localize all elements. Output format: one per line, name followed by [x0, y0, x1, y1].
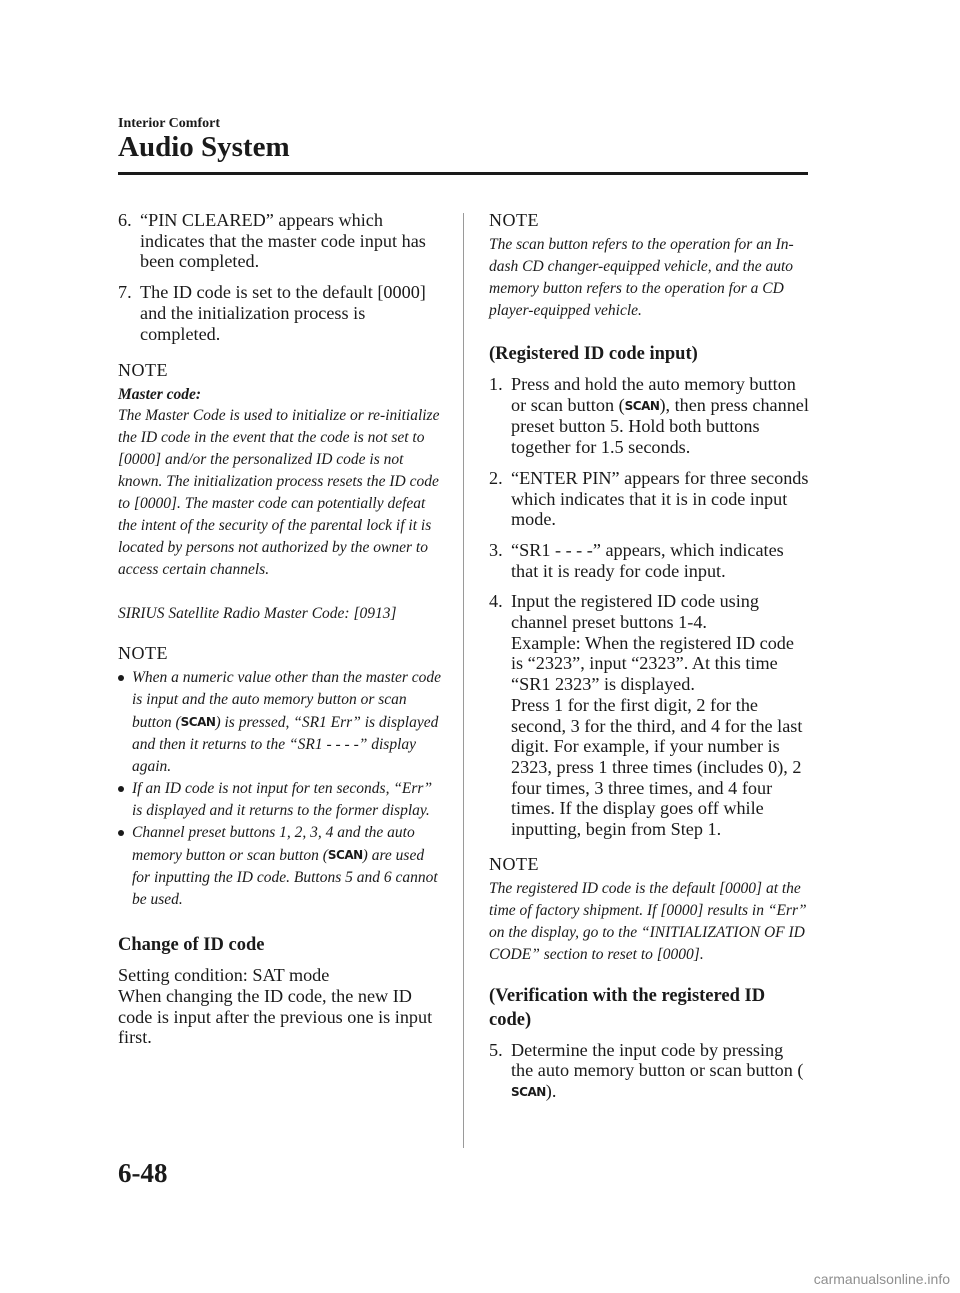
step-text-part: Press and hold the auto memory button or scan button (: [511, 374, 796, 415]
note-subheading: Master code:: [118, 386, 202, 404]
bullet-text: If an ID code is not input for ten seconds, “Err” is displayed and it returns to the former display.: [132, 780, 433, 820]
step-1: [489, 374, 809, 458]
left-column: [118, 210, 443, 1048]
setting-condition: Setting condition: SAT mode: [118, 965, 330, 986]
bullet-icon: [118, 786, 124, 792]
step-text: The ID code is set to the default [0000] and the initialization process is completed.: [140, 282, 426, 344]
step-text-part: ), then press channel preset button 5. Hold both buttons together for 1.5 seconds.: [511, 394, 809, 458]
column-divider: [463, 213, 464, 1148]
step-text: “PIN CLEARED” appears which indicates that the master code input has been completed.: [140, 210, 426, 272]
step-example: Example: When the registered ID code is “2323”, input “2323”. At this time “SR1 2323” is displayed.: [511, 632, 794, 695]
step-detail: Press 1 for the first digit, 2 for the second, 3 for the third, and 4 for the last digit. For example, if your number is 2323, press 1 three times (includes 0), 2 four times, 3 three times, and 4 four times. If the display goes off while inputting, begin from Step 1.: [511, 694, 803, 840]
step-3: [489, 540, 809, 581]
watermark: carmanualsonline.info: [813, 1271, 950, 1287]
step-number: 7.: [118, 282, 132, 303]
step-number: 3.: [489, 539, 503, 560]
note-heading: NOTE: [489, 853, 539, 874]
registered-id-heading: (Registered ID code input): [489, 344, 698, 364]
page-title: Audio System: [118, 131, 290, 163]
step-6: [118, 210, 443, 272]
step-number: 5.: [489, 1039, 503, 1060]
scan-button-icon: SCAN: [511, 1085, 546, 1100]
master-code-text: SIRIUS Satellite Radio Master Code: [0913]: [118, 605, 397, 623]
step-text-part: Determine the input code by pressing the auto memory button or scan button (: [511, 1039, 804, 1081]
title-rule: [118, 172, 808, 175]
note-text: The scan button refers to the operation for an In-dash CD changer-equipped vehicle, and the auto memory button refers to the operation for a CD player-equipped vehicle.: [489, 236, 794, 319]
note-text: The registered ID code is the default [0000] at the time of factory shipment. If [0000] results in “Err” on the display, go to the “INITIALIZATION OF ID CODE” section to reset to [0000].: [489, 879, 807, 963]
note-heading: NOTE: [118, 643, 168, 664]
verification-heading: (Verification with the registered ID code): [489, 985, 766, 1030]
note-text: The Master Code is used to initialize or re-initialize the ID code in the event that the code is not set to [0000] and/or the personalized ID code is not known. The initialization process resets the ID code to [0000]. The master code can potentially defeat the intent of the security of the parental lock if it is located by persons not authorized by the owner to access certain channels.: [118, 407, 440, 579]
step-7: [118, 282, 443, 344]
step-number: 6.: [118, 210, 132, 230]
step-4: [489, 591, 809, 839]
note-heading: NOTE: [489, 210, 539, 230]
step-text: “SR1 - - - -” appears, which indicates that it is ready for code input.: [511, 539, 784, 581]
bullet-icon: [118, 830, 124, 836]
step-number: 1.: [489, 374, 503, 394]
step-text: Input the registered ID code using channel preset buttons 1-4.: [511, 591, 759, 633]
bullet-text: ) are used for inputting the ID code. Buttons 5 and 6 cannot be used.: [132, 847, 438, 909]
step-number: 2.: [489, 467, 503, 488]
bullet-icon: [118, 675, 124, 681]
note-heading: NOTE: [118, 360, 168, 381]
note-bullet: [118, 778, 443, 822]
step-2: [489, 468, 809, 530]
note-bullet: [118, 822, 443, 911]
right-column: [489, 210, 809, 1113]
step-text: [511, 1040, 809, 1103]
note-bullet: [118, 667, 443, 778]
change-id-code-heading: Change of ID code: [118, 935, 265, 956]
scan-button-icon: SCAN: [180, 715, 216, 730]
page-number: 6-48: [118, 1158, 168, 1188]
bullet-text: ) is pressed, “SR1 Err” is displayed and then it returns to the “SR1 - - - -” display again.: [132, 714, 439, 776]
step-text-part: ).: [545, 1081, 557, 1102]
bullet-text: When a numeric value other than the master code is input and the auto memory button or scan button (: [132, 669, 442, 732]
section-label: Interior Comfort: [118, 116, 220, 131]
step-5: [489, 1040, 809, 1103]
step-text: “ENTER PIN” appears for three seconds which indicates that it is in code input mode.: [511, 467, 809, 530]
bullet-text: Channel preset buttons 1, 2, 3, 4 and the auto memory button or scan button (: [132, 824, 415, 865]
step-number: 4.: [489, 591, 503, 612]
change-id-code-text: When changing the ID code, the new ID code is input after the previous one is input first.: [118, 985, 433, 1048]
scan-button-icon: SCAN: [624, 398, 660, 413]
scan-button-icon: SCAN: [327, 848, 363, 863]
step-text: [511, 374, 809, 458]
note-bullet-list: [118, 667, 443, 911]
